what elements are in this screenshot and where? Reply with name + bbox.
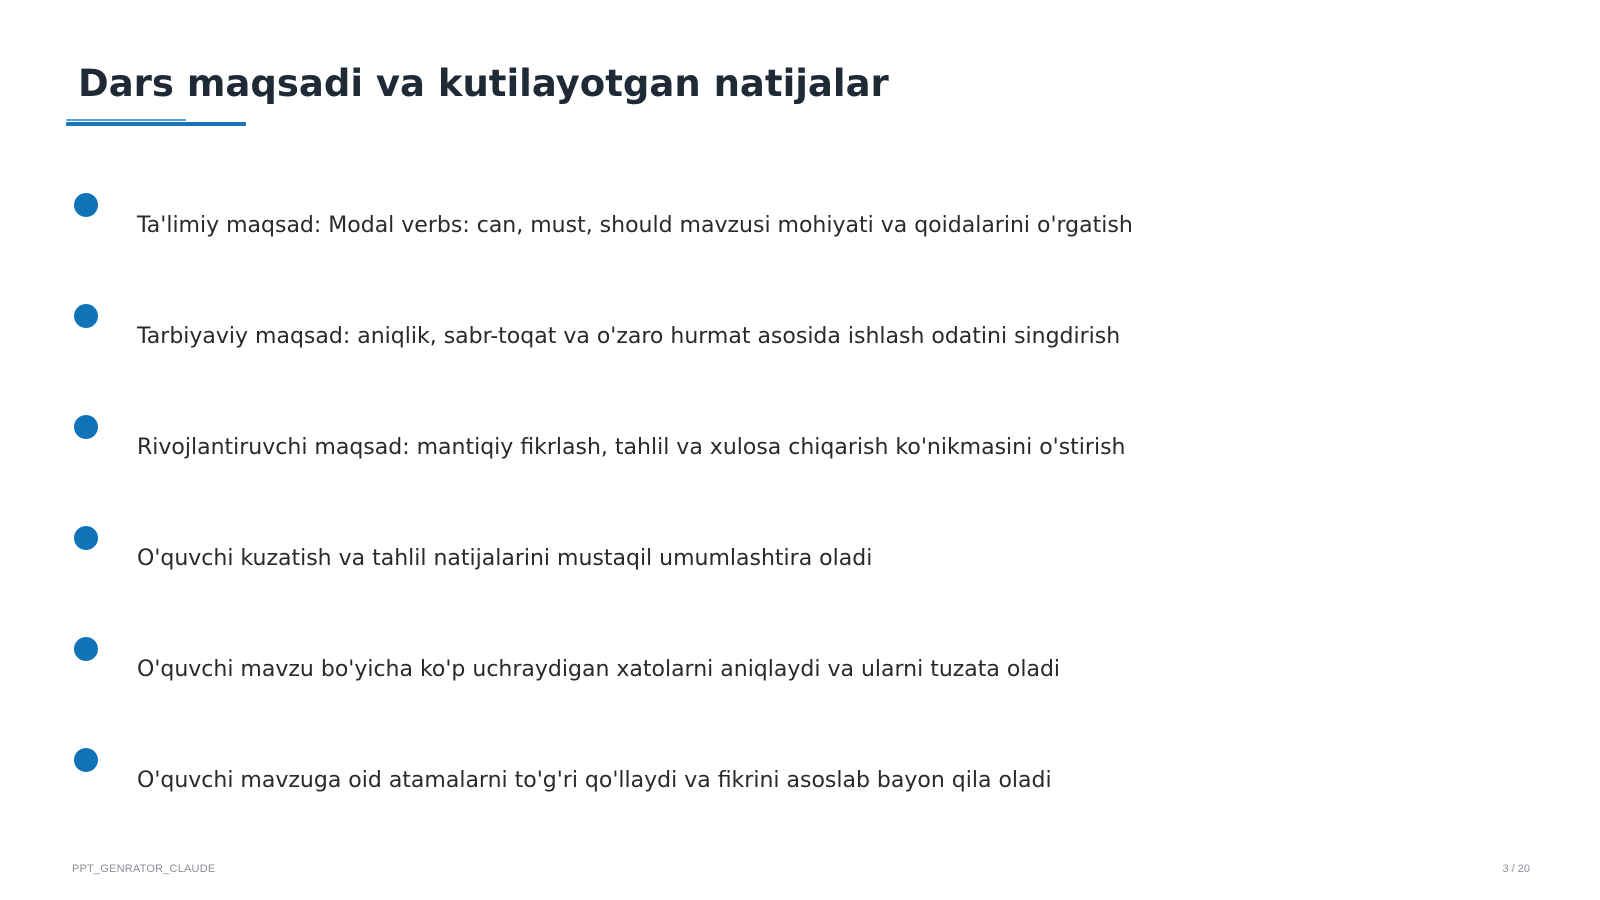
slide-title: Dars maqsadi va kutilayotgan natijalar [78, 62, 889, 105]
list-item [0, 748, 1600, 838]
title-underline-bar [66, 122, 246, 126]
bullet-dot-icon [74, 637, 98, 661]
bullet-text: Tarbiyaviy maqsad: aniqlik, sabr-toqat va o'zaro hurmat asosida ishlash odatini singdirish [137, 324, 1121, 349]
title-underline [66, 122, 246, 127]
bullet-dot-icon [74, 526, 98, 550]
bullet-text: O'quvchi mavzuga oid atamalarni to'g'ri qo'llaydi va fikrini asoslab bayon qila oladi [137, 768, 1052, 793]
page-indicator: 3 / 20 [1502, 863, 1530, 875]
bullet-dot-icon [74, 415, 98, 439]
bullet-text: Ta'limiy maqsad: Modal verbs: can, must, should mavzusi mohiyati va qoidalarini o'rgatish [137, 213, 1133, 238]
footer-source: PPT_GENRATOR_CLAUDE [72, 863, 216, 875]
list-item [0, 526, 1600, 616]
bullet-dot-icon [74, 193, 98, 217]
bullet-text: Rivojlantiruvchi maqsad: mantiqiy fikrlash, tahlil va xulosa chiqarish ko'nikmasini o'stirish [137, 435, 1126, 460]
bullet-text: O'quvchi mavzu bo'yicha ko'p uchraydigan xatolarni aniqlaydi va ularni tuzata oladi [137, 657, 1061, 682]
list-item [0, 304, 1600, 394]
bullet-text: O'quvchi kuzatish va tahlil natijalarini mustaqil umumlashtira oladi [137, 546, 873, 571]
bullet-dot-icon [74, 304, 98, 328]
list-item [0, 637, 1600, 727]
list-item [0, 193, 1600, 283]
list-item [0, 415, 1600, 505]
bullet-dot-icon [74, 748, 98, 772]
title-underline-accent [66, 119, 186, 121]
